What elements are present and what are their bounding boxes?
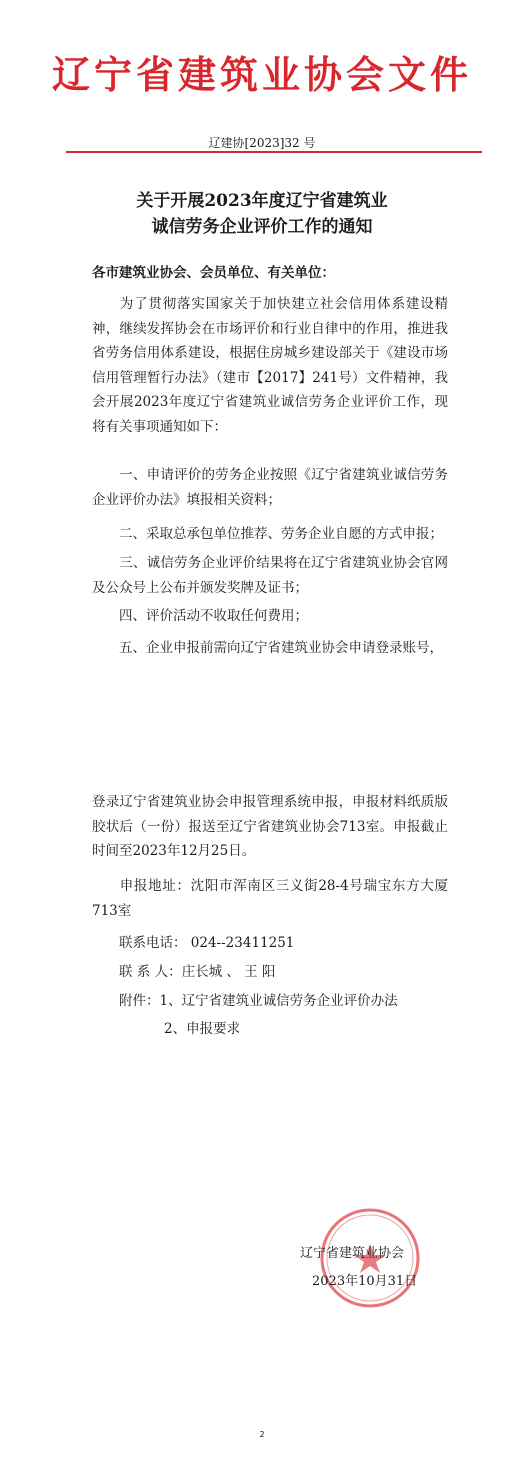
notice-title-line2: 诚信劳务企业评价工作的通知 — [151, 217, 373, 237]
contact-phone: 联系电话： 024--23411251 — [119, 935, 295, 951]
item-2-text: 二、采取总承包单位推荐、劳务企业自愿的方式申报； — [119, 526, 443, 542]
item-1 — [92, 463, 448, 512]
item-3-text: 三、诚信劳务企业评价结果将在辽宁省建筑业协会官网及公众号上公布并颁发奖牌及证书； — [92, 555, 448, 596]
document-number: 辽建协[2023]32 号 — [208, 136, 316, 150]
item-5 — [92, 636, 448, 661]
intro-text: 为了贯彻落实国家关于加快建立社会信用体系建设精神，继续发挥协会在市场评价和行业自律中的作用，推进我省劳务信用体系建设，根据住房城乡建设部关于《建设市场信用管理暂行办法》（建市【2017】241号）文件精神，我会开展2023年度辽宁省建筑业诚信劳务企业评价工作，现将有关事项通知如下： — [92, 296, 448, 435]
red-divider-line — [66, 151, 482, 153]
item-1-text: 一、申请评价的劳务企业按照《辽宁省建筑业诚信劳务企业评价办法》填报相关资料； — [92, 467, 448, 508]
continuation-paragraph: 登录辽宁省建筑业协会申报管理系统申报，申报材料纸质版胶状后（一份）报送至辽宁省建筑业协会713室。申报截止时间至2023年12月25日。 — [92, 794, 448, 860]
notice-title-line1: 关于开展2023年度辽宁省建筑业 — [136, 191, 388, 211]
item-4 — [92, 604, 448, 629]
signature-organization: 辽宁省建筑业协会 — [300, 1246, 405, 1261]
item-5-text: 五、企业申报前需向辽宁省建筑业协会申请登录账号， — [119, 640, 443, 656]
item-4-text: 四、评价活动不收取任何费用； — [119, 608, 308, 624]
item-3 — [92, 551, 448, 600]
salutation: 各市建筑业协会、会员单位、有关单位： — [92, 265, 335, 281]
attachment-2: 2、申报要求 — [164, 1021, 241, 1037]
contact-person: 联 系 人：庄长城 、 王 阳 — [119, 964, 276, 980]
address-text: 申报地址：沈阳市浑南区三义街28-4号瑞宝东方大厦713室 — [92, 878, 448, 919]
page-number: 2 — [259, 1430, 265, 1439]
masthead-title: 辽宁省建筑业协会文件 — [51, 52, 472, 97]
intro-paragraph — [92, 292, 448, 440]
address-paragraph — [92, 874, 448, 923]
signature-date: 2023年10月31日 — [312, 1274, 418, 1289]
item-2 — [92, 522, 448, 547]
attachment-1: 附件：1、辽宁省建筑业诚信劳务企业评价办法 — [119, 993, 398, 1009]
